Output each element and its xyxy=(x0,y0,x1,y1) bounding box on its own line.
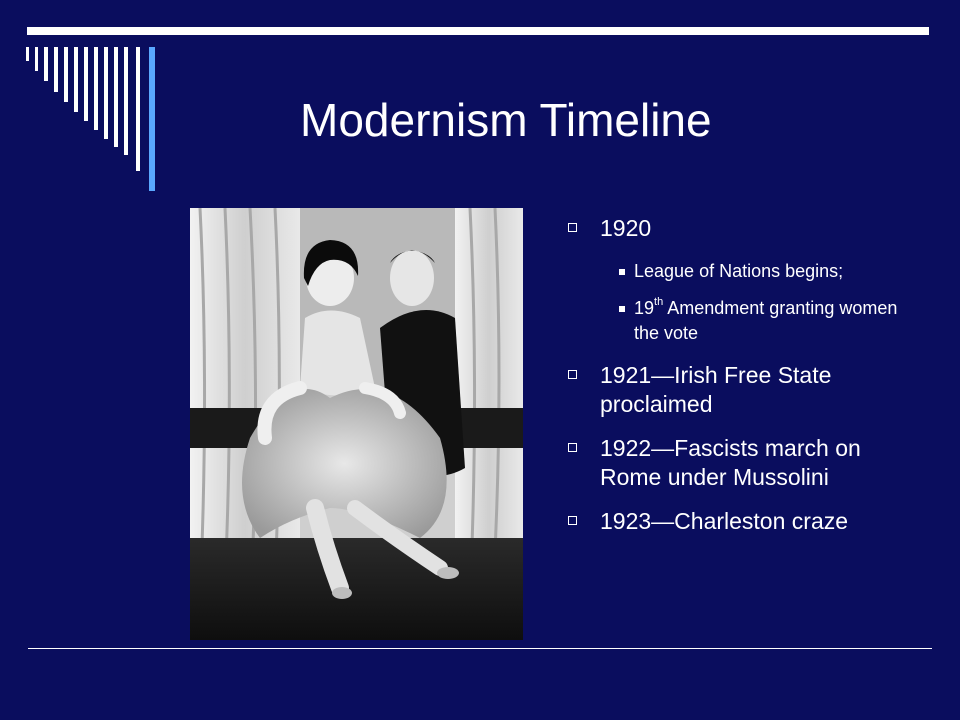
decor-bar xyxy=(35,47,38,71)
timeline-body xyxy=(566,214,921,551)
bullet-1920 xyxy=(566,214,921,346)
sub-bullets-1920 xyxy=(600,259,921,346)
bullet-1922 xyxy=(566,434,921,492)
sub-bullet-text-post: Amendment granting women the vote xyxy=(634,298,898,343)
bullet-text: 1921—Irish Free State proclaimed xyxy=(600,362,832,417)
bottom-rule xyxy=(28,648,932,649)
decor-bar xyxy=(64,47,68,102)
sub-bullet-text-pre: 19 xyxy=(634,298,655,318)
square-bullet-icon xyxy=(568,223,577,232)
decor-bar xyxy=(84,47,88,121)
bullet-text: 1920 xyxy=(600,215,652,241)
decor-bar-accent xyxy=(149,47,155,191)
bullet-text: 1923—Charleston craze xyxy=(600,508,849,534)
bullet-1923 xyxy=(566,507,921,536)
dancers-photo xyxy=(190,208,523,640)
sub-bullet-text: League of Nations begins; xyxy=(634,261,844,281)
decor-bar xyxy=(44,47,48,81)
square-bullet-icon xyxy=(568,443,577,452)
decor-bar xyxy=(26,47,29,61)
bullet-1921 xyxy=(566,361,921,419)
decor-bar xyxy=(54,47,58,92)
decor-bar xyxy=(94,47,98,130)
superscript: th xyxy=(654,296,664,308)
slide-title: Modernism Timeline xyxy=(300,94,712,146)
filled-square-bullet-icon xyxy=(619,269,625,275)
decor-bar xyxy=(74,47,78,112)
sub-bullet-19th-amendment xyxy=(600,296,921,346)
decor-bar xyxy=(136,47,140,171)
filled-square-bullet-icon xyxy=(619,306,625,312)
square-bullet-icon xyxy=(568,370,577,379)
dancers-photo-image xyxy=(190,208,523,640)
decor-bar xyxy=(124,47,128,155)
bullet-text: 1922—Fascists march on Rome under Mussolini xyxy=(600,435,861,490)
decor-bar xyxy=(114,47,118,147)
top-rule xyxy=(27,27,929,35)
square-bullet-icon xyxy=(568,516,577,525)
sub-bullet-league xyxy=(600,259,921,284)
decor-bar xyxy=(104,47,108,139)
